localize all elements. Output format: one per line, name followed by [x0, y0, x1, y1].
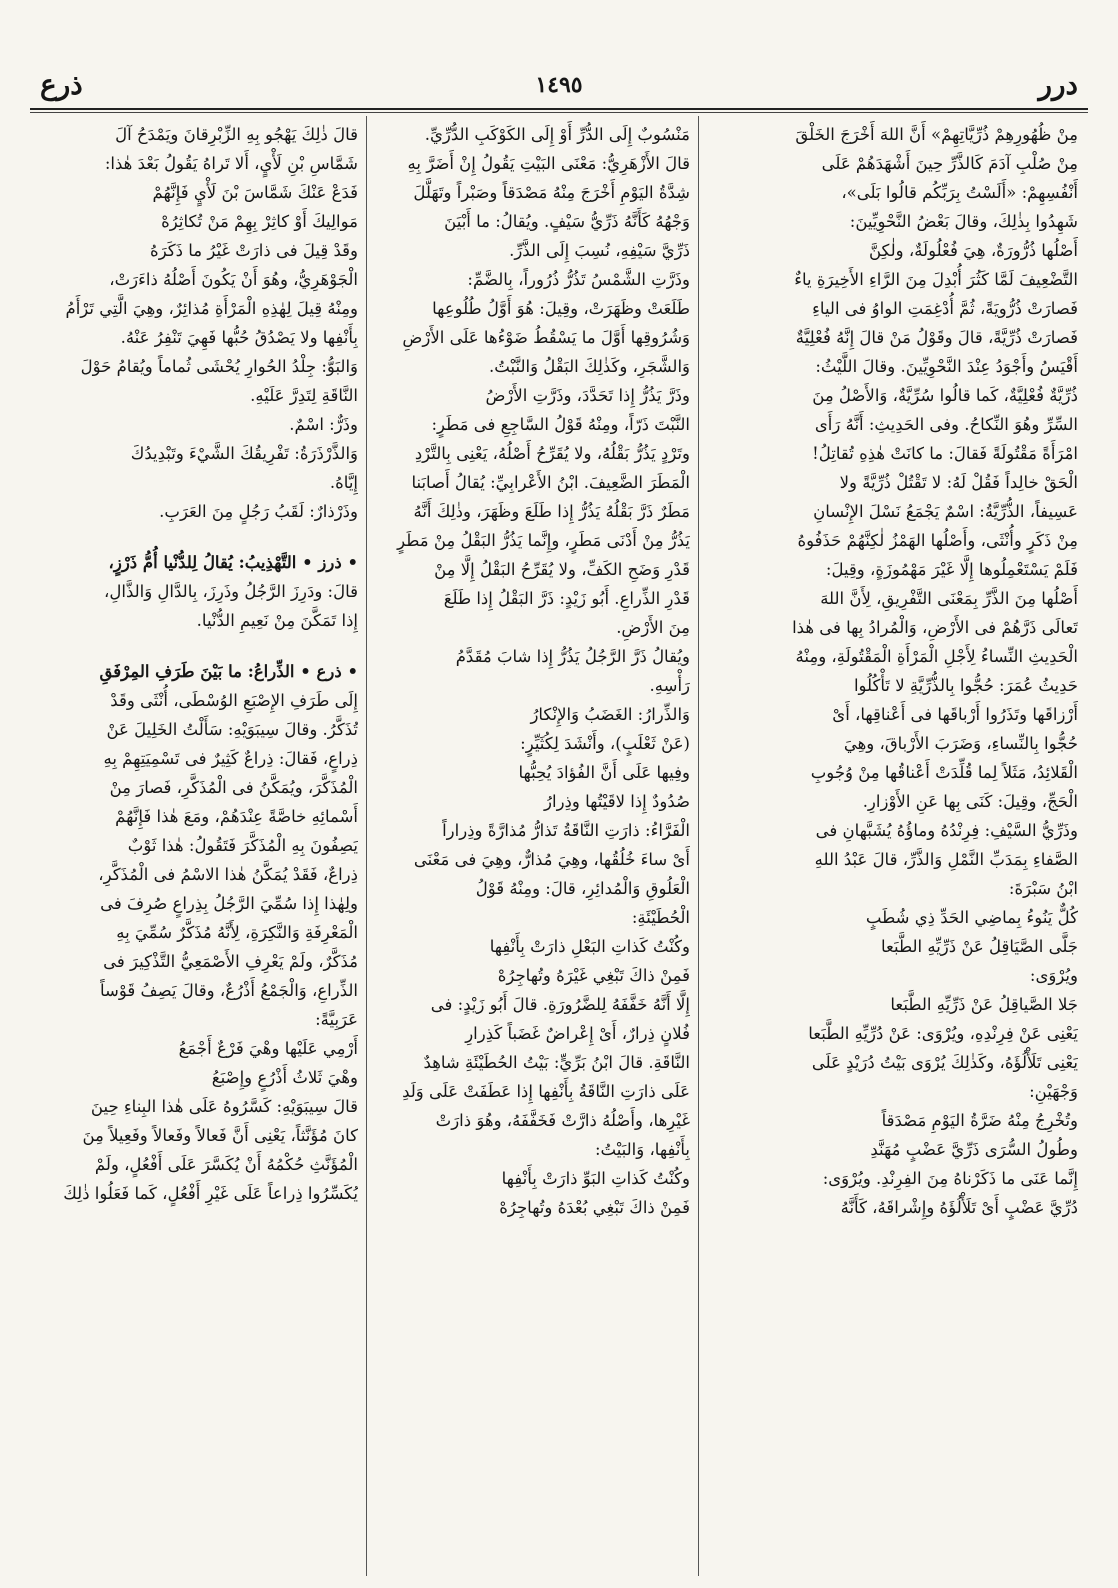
- text-line: السِّرِّ وهُوَ النِّكاحُ. وفى الحَدِيثِ: أَنَّهُ رَأَى: [814, 415, 1078, 434]
- text-line: يَصِفُونَ بِهِ الْمُذَكَّرَ فَتَقُولُ: هٰذا ثَوْبٌ: [127, 836, 358, 855]
- text-line: مِنَ الأَرْضِ.: [616, 618, 690, 637]
- text-line: إِنَّما عَنَى ما ذَكَرْناهُ مِنَ الفِرِنْدِ. ويُرْوَى:: [822, 1169, 1078, 1188]
- text-line: مِنْ صُلْبِ آدَمَ كَالذَّرِّ حِينَ أَشْهَدَهُمْ عَلَى: [821, 154, 1078, 173]
- text-line: كانَ مُؤَنَّثاً، يَعْنِى أَنَّ فَعالاً وفَعالاً وفَعِيلاً مِنَ: [82, 1126, 358, 1145]
- text-line: قالَ سِيبَوَيْهِ: كَسَّرُوهُ عَلَى هٰذا البِناءِ حِينَ: [90, 1097, 358, 1116]
- column-separator: [698, 116, 699, 1576]
- text-line: وكُنْتُ كَذاتِ البَعْلِ ذارَتْ بِأَنْفِها: [489, 937, 690, 956]
- text-line: مُذَكَّرٌ، ولَمْ يَعْرِفِ الأَصْمَعِيُّ التَّذْكِيرَ فى: [103, 952, 358, 971]
- text-line: قالَ ذٰلِكَ يَهْجُو بِهِ الزِّبْرِقانَ ويَمْدَحُ آلَ: [115, 125, 358, 144]
- text-line: مَطَرٌ ذَرَّ بَقْلُهُ يَذُرُّ إِذا طَلَعَ وظَهَرَ، وذٰلِكَ أَنَّهُ: [413, 502, 690, 521]
- text-line: وَالذِّرارُ: الغَضَبُ وَالإِنْكارُ: [530, 705, 690, 724]
- text-line: بِأَنْفِها ولا يَصْدُقُ حُبُّها فَهِيَ تَنْفِرُ عَنْهُ.: [120, 328, 358, 347]
- header-right-keyword: درر: [1038, 68, 1078, 101]
- text-line: مَوالِيكَ أَوْ كاثِرْ بِهِمْ مَنْ تُكاثِرُهْ: [161, 212, 358, 231]
- text-line: بِأَنْفِها، وَالبَيْتُ:: [594, 1140, 690, 1159]
- text-line: أَنْفُسِهِمْ: «أَلَسْتُ بِرَبِّكُم قالُوا بَلَى»،: [841, 183, 1078, 202]
- entry-gap: [32, 635, 358, 657]
- text-line: وَالبَوُّ: جِلْدُ الحُوارِ يُحْشَى ثُماماً ويُقامُ حَوْلَ: [80, 357, 358, 376]
- text-line: يَعْنِى تَلَأْلُؤَهُ، وكَذٰلِكَ يُرْوَى بَيْتُ دُرَيْدٍ عَلَى: [811, 1053, 1078, 1072]
- text-column-right: [706, 120, 1078, 1570]
- text-line: حَدِيثُ عُمَرَ: حُجُّوا بِالذُّرِّيَّةِ لا تَأْكُلُوا: [853, 676, 1078, 695]
- text-line: (عَنْ ثَعْلَبٍ)، وأَنْشَدَ لِكُثَيِّرٍ:: [520, 734, 690, 753]
- text-line: قَدْرِ الذِّراعِ. أَبُو زَيْدٍ: ذَرَّ البَقْلُ إِذا طَلَعَ: [443, 589, 690, 608]
- text-line: فَصارَتْ ذُرُّويَةً، ثُمَّ أُدْغِمَتِ الواوُ فى الياءِ: [812, 299, 1078, 318]
- text-line: ذَرِّيَّ سَيْفِهِ، نُسِبَ إِلَى الذَّرِّ.: [509, 241, 690, 260]
- text-line: أَىْ ساءَ خُلُقُها، وهِيَ مُذارٌّ، وهِيَ فى مَعْنَى: [413, 850, 690, 869]
- text-line: يَذُرُّ مِنْ أَدْنَى مَطَرٍ، وإِنَّما يَذُرُّ البَقْلُ مِنْ مَطَرٍ: [397, 531, 690, 550]
- text-line: فَمِنْ ذاكَ تَبْغِي غَيْرَهُ وتُهاجِرُهْ: [497, 966, 690, 985]
- text-line: فَصارَتْ ذُرِّيَّةً، قالَ وقَوْلُ مَنْ قالَ إِنَّهُ فُعْلِيَّةٌ: [795, 328, 1078, 347]
- text-line: فَلَمْ يَسْتَعْمِلُوها إِلَّا غَيْرَ مَهْمُوزَةٍ، وقِيلَ:: [825, 560, 1078, 579]
- text-line: غَيْرِها، وأَصْلُهُ ذارَّتْ فَخَفَّفَهُ، وهُوَ ذارَتْ: [435, 1111, 690, 1130]
- entry-gap: [32, 526, 358, 548]
- text-line: صُدُودٌ إِذا لاقَيْتُها وذِرارُ: [544, 792, 690, 811]
- text-line: امْرَأَةً مَقْتُولَةً فَقالَ: ما كانَتْ هٰذِهِ تُقاتِلُ!: [812, 444, 1078, 463]
- text-line: أَصْلُها ذُرُّورَةٌ، هِيَ فُعْلُولَةٌ، ولٰكِنَّ: [868, 241, 1078, 260]
- text-line: إِيَّاهُ.: [329, 473, 358, 492]
- text-line: وَالذَّرْذَرَةُ: تَفْرِيقُكَ الشَّيْءَ وتَبْدِيدُكَ: [130, 444, 358, 463]
- text-line: شَمَّاسِ بْنِ لَأْيٍ، أَلا تَراهُ يَقُولُ بَعْدَ هٰذا:: [104, 154, 358, 173]
- text-line: فُلانٍ ذِرارٌ، أَىْ إِعْراضٌ غَضَباً كَذِرارِ: [465, 1024, 690, 1043]
- text-line: وهْيَ ثَلاثُ أَذْرُعٍ وإِصْبَعُ: [211, 1068, 358, 1087]
- text-line: دُرِّيَّ عَضْبٍ أَىْ تَلَأْلُؤَهُ وإِشْراقَهُ، كَأَنَّهُ: [840, 1198, 1078, 1217]
- text-line: يُكَسِّرُوا ذِراعاً عَلَى غَيْرِ أَفْعُلٍ، كَما فَعَلُوا ذٰلِكَ: [63, 1184, 358, 1203]
- text-line: أَقْيَسُ وأَجْوَدُ عِنْدَ النَّحْوِيِّينَ. وقالَ اللَّيْثُ:: [815, 357, 1078, 376]
- text-column-left: [32, 120, 358, 1570]
- text-line: أَرْمِي عَلَيْها وهْيَ فَرْعٌ أَجْمَعُ: [178, 1039, 358, 1058]
- column-separator: [366, 116, 367, 1576]
- text-line: • ذرز • التَّهْذِيبُ: يُقالُ لِلدُّنْيا أُمُّ ذَرْزٍ،: [108, 553, 358, 572]
- text-line: وذَرٌّ: اسْمٌ.: [289, 415, 358, 434]
- text-line: قالَ الأَزْهَرِيُّ: مَعْنَى البَيْتِ يَقُولُ إِنْ أَضَرَّ بِهِ: [407, 154, 690, 173]
- text-line: الْمَطَرَ الضَّعِيفَ. ابْنُ الأَعْرابِيِّ: يُقالُ أَصابَنا: [411, 473, 690, 492]
- text-line: الْمُذَكَّرَ، ويُمَكَّنُ فى الْمُذَكَّرِ، فَصارَ مِنْ: [109, 778, 358, 797]
- text-line: الْمَعْرِفَةِ وَالنَّكِرَةِ، لِأَنَّهُ مُذَكَّرٌ سُمِّيَ بِهِ: [116, 923, 358, 942]
- text-line: وَجْهَيْنِ:: [1029, 1082, 1078, 1101]
- text-line: أَصْلُها مِنَ الذَّرِّ بِمَعْنَى التَّفْرِيقِ، لِأَنَّ اللهَ: [820, 589, 1078, 608]
- text-line: فَمِنْ ذاكَ تَبْغِي بُعْدَهُ وتُهاجِرُهْ: [499, 1198, 690, 1217]
- header-rule: [30, 108, 1088, 110]
- text-line: وذَرَّتِ الشَّمْسُ تَذُرُّ ذُرُوراً، بِالضَّمِّ:: [467, 270, 690, 289]
- text-line: إِلَى طَرَفِ الإِصْبَعِ الوُسْطَى، أُنْثَى وقَدْ: [110, 691, 358, 710]
- text-line: الْحَقْ خالِداً فَقُلْ لَهُ: لا تَقْتُلْ ذُرِّيَّةً ولا: [839, 473, 1078, 492]
- text-line: يَعْنِى عَنْ فِرِنْدِهِ، ويُرْوَى: عَنْ دُرِّيِّهِ الطَّبَعا: [808, 1024, 1078, 1043]
- header-rule-thin: [30, 112, 1088, 113]
- text-line: وَالشَّجَرِ، وكَذٰلِكَ البَقْلُ وَالنَّبْتُ.: [489, 357, 690, 376]
- text-line: ذُرِّيَّةٌ فُعْلِيَّةٌ، كَما قالُوا سُرِّيَّةٌ، وَالأَصْلُ مِنَ: [812, 386, 1078, 405]
- text-line: وَجْهُهُ كَأَنَّهُ ذَرِّيُّ سَيْفٍ. ويُقالُ: ما أَبْيَنَ: [444, 212, 690, 231]
- text-line: مِنْ ظُهُورِهِمْ ذُرِّيَّاتِهِمْ» أَنَّ اللهَ أَخْرَجَ الخَلْقَ: [795, 125, 1078, 144]
- header-left-keyword: ذرع: [40, 68, 83, 101]
- text-line: الْحَجِّ، وقِيلَ: كَنَى بِها عَنِ الأَوْزارِ.: [862, 792, 1078, 811]
- text-line: شِدَّةُ اليَوْمِ أَخْرَجَ مِنْهُ مَصْدَقاً وصَبْراً وتَهَلَّلَ: [413, 183, 690, 202]
- text-line: إِلَّا أَنَّهُ خَفَّفَهُ لِلضَّرُورَةِ. قالَ أَبُو زَيْدٍ: فى: [430, 995, 690, 1014]
- text-line: ويُرْوَى:: [1029, 966, 1078, 985]
- text-line: الْحُطَيْئَةِ:: [631, 908, 690, 927]
- page-header: [40, 68, 1078, 108]
- text-line: عَسِيفاً، الذُّرِّيَّةُ: اسْمٌ يَجْمَعُ نَسْلَ الإِنْسانِ: [813, 502, 1078, 521]
- text-line: الْمُؤَنَّثِ حُكْمُهُ أَنْ يُكَسَّرَ عَلَى أَفْعُلٍ، ولَمْ: [94, 1155, 358, 1174]
- text-line: وفِيها عَلَى أَنَّ الفُؤادَ يُحِبُّها: [518, 763, 690, 782]
- text-line: النَّاقَةِ لِتَدِرَّ عَلَيْهِ.: [250, 386, 358, 405]
- text-line: جَلا الصَّياقِلُ عَنْ ذَرِّيِّهِ الطَّبَعا: [890, 995, 1078, 1014]
- text-line: وتَرْدٍ يَذُرُّ بَقْلُهُ، ولا يُقَرِّحُ أَصْلُهُ، يَعْنِى بِالتَّرْدِ: [414, 444, 690, 463]
- text-line: الْفَرَّاءُ: ذارَتِ النَّاقَةُ تَذارُّ مُذارَّةً وذِراراً: [442, 821, 690, 840]
- text-line: ولِهٰذا إِذا سُمِّيَ الرَّجُلُ بِذِراعٍ صُرِفَ فى: [100, 894, 358, 913]
- text-line: عَلَى ذارَتِ النَّاقَةُ بِأَنْفِها إِذا عَطَفَتْ عَلَى وَلَدِ: [402, 1082, 690, 1101]
- text-line: الْقَلائِدُ، مَثَلاً لِما قُلِّدَتْ أَعْناقُها مِنْ وُجُوبِ: [810, 763, 1078, 782]
- text-column-middle: [374, 120, 690, 1570]
- text-line: رَأْسِهِ.: [649, 676, 690, 695]
- text-line: الْعَلُوقِ وَالْمُدائِرِ، قالَ: ومِنْهُ قَوْلُ: [475, 879, 690, 898]
- text-line: ذِراعٌ، فَقَدْ يُمَكَّنُ هٰذا الاسْمُ فى الْمُذَكَّرِ،: [98, 865, 358, 884]
- text-line: حُجُّوا بِالنِّساءِ، وَضَرَبَ الأَرْباقَ، وهِيَ: [843, 734, 1078, 753]
- text-line: وذَرَّ يَذُرُّ إِذا تَحَدَّدَ، وذَرَّتِ الأَرْضُ: [485, 386, 690, 405]
- text-line: أَرْزاقَها وتَذَرُوا أَرْباقَها فى أَعْناقِها، أَىْ: [832, 705, 1078, 724]
- text-line: ذِراعٍ، فَقالَ: ذِراعٌ كَثِيرٌ فى تَسْمِيَتِهِمْ بِهِ: [103, 749, 358, 768]
- text-line: وذَرْذارٌ: لَقَبُ رَجُلٍ مِنَ العَرَبِ.: [159, 502, 358, 521]
- text-line: الْجَوْهَرِيُّ، وهُوَ أَنْ يَكُونَ أَصْلُهُ ذاءَرَتْ،: [109, 270, 358, 289]
- text-line: كُلٌّ يَنُوءُ بِماضِي الحَدِّ ذِي شُطَبٍ: [865, 908, 1078, 927]
- text-line: الذِّراعِ، وَالْجَمْعُ أَذْرُعٌ، وقالَ يَصِفُ قَوْساً: [100, 981, 358, 1000]
- text-line: وكُنْتُ كَذاتِ البَوِّ ذارَتْ بِأَنْفِها: [501, 1169, 690, 1188]
- text-line: وقَدْ قِيلَ فى ذارَتْ غَيْرُ ما ذَكَرَهُ: [150, 241, 358, 260]
- text-line: جَلَّى الصَّيَاقِلُ عَنْ ذَرِّيِّهِ الطَّبَعا: [881, 937, 1078, 956]
- text-line: الصَّفاءِ بِمَدَبِّ النَّمْلِ وَالذَّرِّ، قالَ عَبْدُ اللهِ: [814, 850, 1078, 869]
- text-line: الْحَدِيثِ النِّساءُ لِأَجْلِ الْمَرْأَةِ الْمَقْتُولَةِ، ومِنْهُ: [795, 647, 1078, 666]
- text-line: شَهِدُوا بِذٰلِكَ، وقالَ بَعْضُ النَّحْوِيِّينَ:: [849, 212, 1078, 231]
- text-line: أَسْمائِهِ خاصَّةً عِنْدَهُمْ، ومَعَ هٰذا فَإِنَّهُمْ: [115, 807, 358, 826]
- text-line: النَّبْتَ ذَرّاً، ومِنْهُ قَوْلُ السَّاجِعِ فى مَطَرٍ:: [431, 415, 690, 434]
- text-line: وتُخْرِجُ مِنْهُ ضَرَّةُ اليَوْمِ مَصْدَقاً: [881, 1111, 1078, 1130]
- text-line: وَشُرُوقِها أَوَّلَ ما يَسْقُطُ ضَوْءُها عَلَى الأَرْضِ: [402, 328, 690, 347]
- page-number: ١٤٩٥: [535, 72, 583, 98]
- text-line: مَنْسُوبٌ إِلَى الدُّرِّ أَوْ إِلَى الكَوْكَبِ الدُّرِّيِّ.: [424, 125, 690, 144]
- text-line: التَّضْعِيفَ لَمَّا كَثُرَ أُبْدِلَ مِنَ الرَّاءِ الأَخِيرَةِ ياءٌ: [794, 270, 1078, 289]
- text-line: طَلَعَتْ وظَهَرَتْ، وقِيلَ: هُوَ أَوَّلُ طُلُوعِها: [432, 299, 690, 318]
- text-line: قالَ: ودَرِزَ الرَّجُلُ وذَرِزَ، بِالدَّالِ وَالذَّالِ،: [104, 582, 358, 601]
- text-line: ابْنُ سَبْرَةَ:: [1008, 879, 1078, 898]
- text-line: وطُولُ السُّرَى ذَرِّيَّ عَضْبٍ مُهَنَّدِ: [870, 1140, 1078, 1159]
- text-line: وذَرِّيُّ السَّيْفِ: فِرِنْدُهُ وماؤُهُ يُشَبَّهانِ فى: [815, 821, 1078, 840]
- text-line: فَدَعْ عَنْكَ شَمَّاسَ بْنَ لَأْيٍ فَإِنَّهُمْ: [152, 183, 358, 202]
- text-line: عَرَبِيَّةً:: [315, 1010, 358, 1029]
- text-line: تَعالَى ذَرَّهُمْ فى الأَرْضِ، وَالْمُرادُ بِها فى هٰذا: [792, 618, 1078, 637]
- text-line: قَدْرِ وَضَحِ الكَفِّ، ولا يُقَرِّحُ البَقْلُ إِلَّا مِنْ: [434, 560, 690, 579]
- text-line: ويُقالُ ذَرَّ الرَّجُلُ يَذُرُّ إِذا شابَ مُقَدَّمُ: [455, 647, 690, 666]
- text-line: • ذرع • الذِّراعُ: ما بَيْنَ طَرَفِ المِرْفَقِ: [99, 662, 358, 681]
- text-line: ومِنْهُ قِيلَ لِهٰذِهِ الْمَرْأَةِ مُذائِرٌ، وهِيَ الَّتِي تَرْأَمُ: [65, 299, 358, 318]
- text-line: النَّاقَةِ. قالَ ابْنُ بَرِّيٍّ: بَيْتُ الحُطَيْئَةِ شاهِدٌ: [423, 1053, 690, 1072]
- text-line: إِذا تَمَكَّنَ مِنْ نَعِيمِ الدُّنْيا.: [196, 611, 358, 630]
- text-line: مِنْ ذَكَرٍ وأُنْثَى، وأَصْلُها الهَمْزُ لٰكِنَّهُمْ حَذَفُوهُ: [797, 531, 1078, 550]
- text-line: تُذَكَّرُ. وقالَ سِيبَوَيْهِ: سَأَلْتُ الخَلِيلَ عَنْ: [106, 720, 358, 739]
